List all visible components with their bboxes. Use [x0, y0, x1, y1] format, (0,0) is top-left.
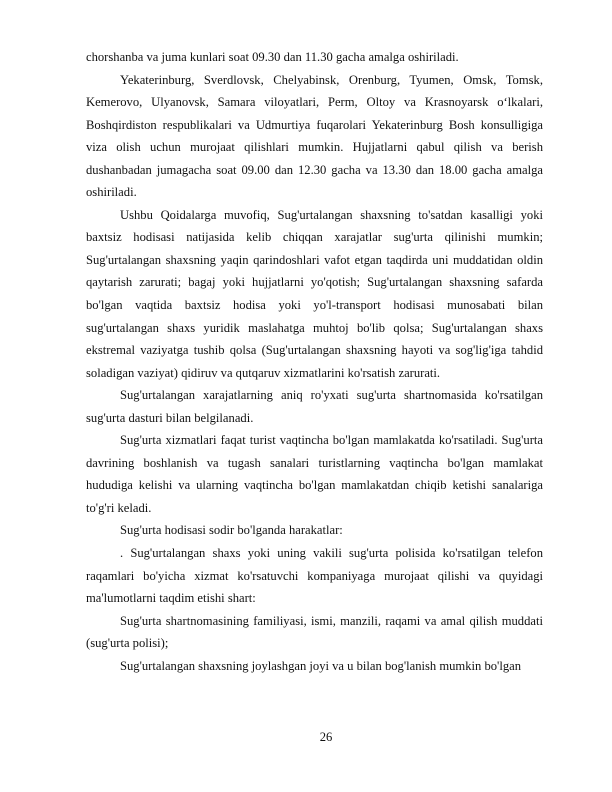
paragraph-insurance-period: Sug'urta xizmatlari faqat turist vaqtincha bo'lgan mamlakatda ko'rsatiladi. Sug'urta davrining boshlanish va tugash sanalari turistlarning vaqtincha bo'lgan mamlakat hududiga kelishi va ularning vaqtincha bo'lgan mamlakatdan chiqib ketishi sanalariga to'g'ri keladi. [86, 433, 543, 515]
paragraph-expense-list: Sug'urtalangan xarajatlarning aniq ro'yxati sug'urta shartnomasida ko'rsatilgan sug'urta dasturi bilan belgilanadi. [86, 388, 543, 425]
paragraph-insured-risks: Ushbu Qoidalarga muvofiq, Sug'urtalangan shaxsning to'satdan kasalligi yoki baxtsiz hodisasi natijasida kelib chiqqan xarajatlar sug'urta qilinishi mumkin; Sug'urtalangan shaxsning yaqin qarindoshlari vafot etgan taqdirda uni muddatidan oldin qaytarish zarurati; bagaj yoki hujjatlarni yo'qotish; Sug'urtalangan shaxsning safarda bo'lgan vaqtida baxtsiz hodisa yoki yo'l-transport hodisasi munosabati bilan sug'urtalangan shaxs yuridik maslahatga muhtoj bo'lib qolsa; Sug'urtalangan shaxs ekstremal vaziyatga tushib qolsa (Sug'urtalangan shaxsning hayoti va sog'lig'iga tahdid soladigan vaziyat) qidiruv va qutqaruv xizmatlarini ko'rsatish zarurati. [86, 207, 543, 380]
paragraph-policy-details: Sug'urta shartnomasining familiyasi, ismi, manzili, raqami va amal qilish muddati (sug'urta polisi); [86, 613, 543, 651]
paragraph-consulate-regions: Yekaterinburg, Sverdlovsk, Chelyabinsk, Orenburg, Tyumen, Omsk, Tomsk, Kemerovo, Ulyanovsk, Samara viloyatlari, Perm, Oltoy va Krasnoyarsk o‘lkalari, Boshqirdiston respublikalari va Udmurtiya fuqarolari Yekaterinburg Bosh konsulligiga viza olish uchun murojaat qilishlari mumkin. Hujjatlarni qabul qilish va berish dushanbadan jumagacha soat 09.00 dan 12.30 gacha va 13.30 dan 18.00 gacha amalga oshiriladi. [86, 72, 543, 200]
paragraph-contact-company: . Sug'urtalangan shaxs yoki uning vakili sug'urta polisida ko'rsatilgan telefon raqamlari bo'yicha xizmat ko'rsatuvchi kompaniyaga murojaat qilishi va quyidagi ma'lumotlarni taqdim etishi shart: [86, 546, 543, 606]
paragraph-actions-heading: Sug'urta hodisasi sodir bo'lganda harakatlar: [120, 523, 343, 538]
body-text [86, 46, 543, 677]
page-number: 26 [319, 730, 333, 744]
paragraph-location: Sug'urtalangan shaxsning joylashgan joyi va u bilan bog'lanish mumkin bo'lgan [120, 658, 522, 673]
paragraph-continuation: chorshanba va juma kunlari soat 09.30 dan 11.30 gacha amalga oshiriladi. [86, 50, 459, 64]
